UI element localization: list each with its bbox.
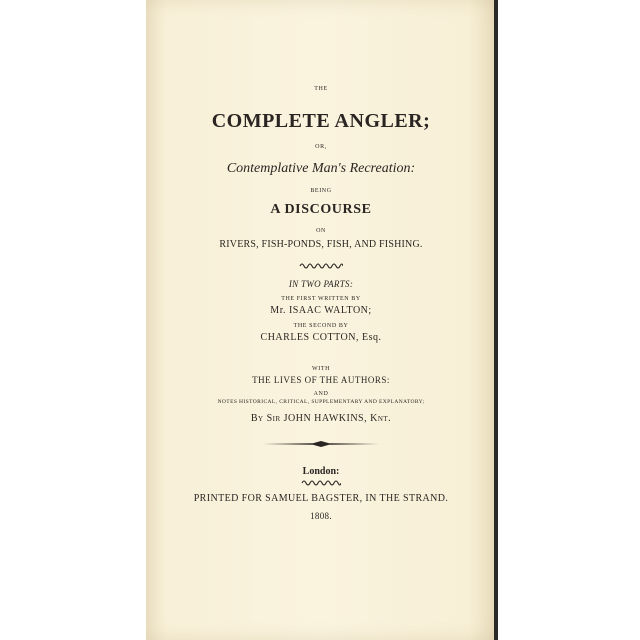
book-title: COMPLETE ANGLER;: [211, 110, 431, 132]
subjects-line: RIVERS, FISH-PONDS, FISH, AND FISHING.: [219, 239, 423, 250]
title-page: [146, 0, 496, 640]
discourse-heading: A DISCOURSE: [270, 202, 372, 217]
place-london: London:: [302, 466, 340, 477]
diamond-rule: [146, 440, 496, 448]
and-label: AND: [313, 391, 329, 397]
author-cotton: CHARLES COTTON, Esq.: [260, 332, 382, 343]
on-label: ON: [316, 228, 326, 234]
with-label: WITH: [311, 366, 331, 372]
book-subtitle: Contemplative Man's Recreation:: [226, 161, 416, 176]
printer-line: PRINTED FOR SAMUEL BAGSTER, IN THE STRAND.: [193, 493, 449, 504]
first-written-by: THE FIRST WRITTEN BY: [281, 296, 361, 302]
or-label: OR,: [315, 144, 327, 150]
author-walton: Mr. ISAAC WALTON;: [270, 305, 372, 316]
being-label: BEING: [310, 188, 332, 194]
parts-line: IN TWO PARTS:: [288, 279, 354, 289]
year-line: 1808.: [310, 511, 332, 521]
editor-line: By Sir JOHN HAWKINS, Knt.: [250, 413, 392, 424]
wavy-rule-1: [146, 262, 496, 270]
notes-line: NOTES HISTORICAL, CRITICAL, SUPPLEMENTARY AND EXPLANATORY;: [217, 399, 425, 405]
second-by: THE SECOND BY: [293, 323, 349, 329]
lives-line: THE LIVES OF THE AUTHORS:: [252, 375, 390, 385]
wavy-rule-2: [146, 479, 496, 487]
book-edge: [494, 0, 498, 640]
the-label: THE: [314, 86, 328, 92]
